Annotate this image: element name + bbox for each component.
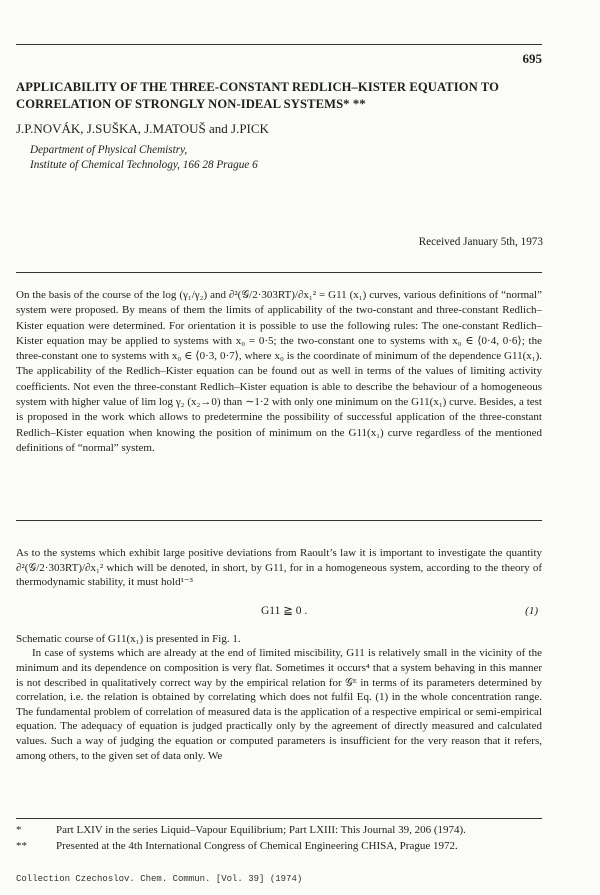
abstract-bottom-rule: [16, 520, 542, 521]
article-title: APPLICABILITY OF THE THREE-CONSTANT REDLICH–KISTER EQUATION TO CORRELATION OF STRONGLY NON-IDEAL SYSTEMS* **: [16, 80, 500, 111]
body-paragraph: Schematic course of G11(x₁) is presented in Fig. 1.: [16, 632, 241, 645]
received-date: Received January 5th, 1973: [418, 236, 543, 248]
article-body: [16, 546, 542, 763]
equation: G11 ≧ 0 .: [261, 604, 308, 617]
equation-block: [16, 598, 542, 626]
journal-footer: Collection Czechoslov. Chem. Commun. [Vol. 39] (1974): [16, 874, 303, 884]
footnote-text: Part LXIV in the series Liquid–Vapour Equilibrium; Part LXIII: This Journal 39, 206 (1974).: [56, 824, 466, 836]
body-paragraph: In case of systems which are already at the end of limited miscibility, G11 is relatively small in the vicinity of the minimum and its dependence on composition is very flat. Sometimes it occurs⁴ that a system behaving in this manner is not described in qualitatively correct way by the empirical relation for 𝒢ᴱ in terms of its parameters determined by correlation, i.e. the relation is obtained by correlating which does not fulfil Eq. (1) in the whole concentration range. The fundamental problem of correlation of measured data is the application of a respective empirical or semi-empirical equation. The adequacy of equation is judged practically only by the agreement of directly measured and calculated values. Such a way of judging the equation or computed parameters is insufficient for the very reason that it refers, among others, to the given set of data only. We: [16, 647, 542, 762]
affiliation: [30, 143, 258, 172]
footnote-mark: *: [16, 824, 22, 836]
footnote: [0, 822, 600, 838]
abstract: [16, 288, 542, 456]
abstract-top-rule: [16, 272, 542, 273]
footnote-mark: **: [16, 840, 27, 852]
equation-number: (1): [525, 604, 538, 617]
footnote-rule: [16, 818, 542, 819]
abstract-text: On the basis of the course of the log (γ₁/γ₂) and ∂²(𝒢/2·303RT)/∂x₁² = G11 (x₁) curves, various definitions of “normal” system were proposed. By means of them the limits of applicability of the two-constant and three-constant Redlich–Kister equation were determined. For orientation it is possible to use the following rules: The one-constant Redlich–Kister equation may be applied to systems with x₀ = 0·5; the two-constant one to systems with x₀ ∈ ⟨0·4, 0·6⟩; the three-constant one to systems with x₀ ∈ ⟨0·3, 0·7⟩, where x₀ is the coordinate of minimum of the dependence G11(x₁). The applicability of the Redlich–Kister equation can be found out as well in terms of the values of limiting activity coefficients. Not even the three-constant Redlich–Kister equation is able to describe the behaviour of a homogeneous system with higher value of lim log γ₂ (x₂→0) than ∼1·2 with only one minimum on the G11(x₁) curve. Besides, a test is proposed in the work which allows to predetermine the possibility of successful application of the three-constant Redlich–Kister equation when knowing the position of minimum on the G11(x₁) curve regardless of the mentioned definitions of “normal” system.: [16, 289, 542, 454]
footnote-text: Presented at the 4th International Congress of Chemical Engineering CHISA, Prague 1972.: [56, 840, 458, 852]
footnote: [0, 838, 600, 854]
affiliation-line: Department of Physical Chemistry,: [30, 144, 188, 156]
body-paragraph: As to the systems which exhibit large positive deviations from Raoult’s law it is important to investigate the quantity ∂²(𝒢/2·303RT)/∂x₁² which will be denoted, in short, by G11, for in a homogeneous system, according to the theory of thermodynamic stability, it must hold¹⁻³: [16, 547, 542, 589]
authors: J.P.NOVÁK, J.SUŠKA, J.MATOUŠ and J.PICK: [16, 121, 269, 136]
header-rule: [16, 44, 542, 45]
affiliation-line: Institute of Chemical Technology, 166 28 Prague 6: [30, 158, 258, 171]
page-number: 695: [522, 51, 542, 66]
